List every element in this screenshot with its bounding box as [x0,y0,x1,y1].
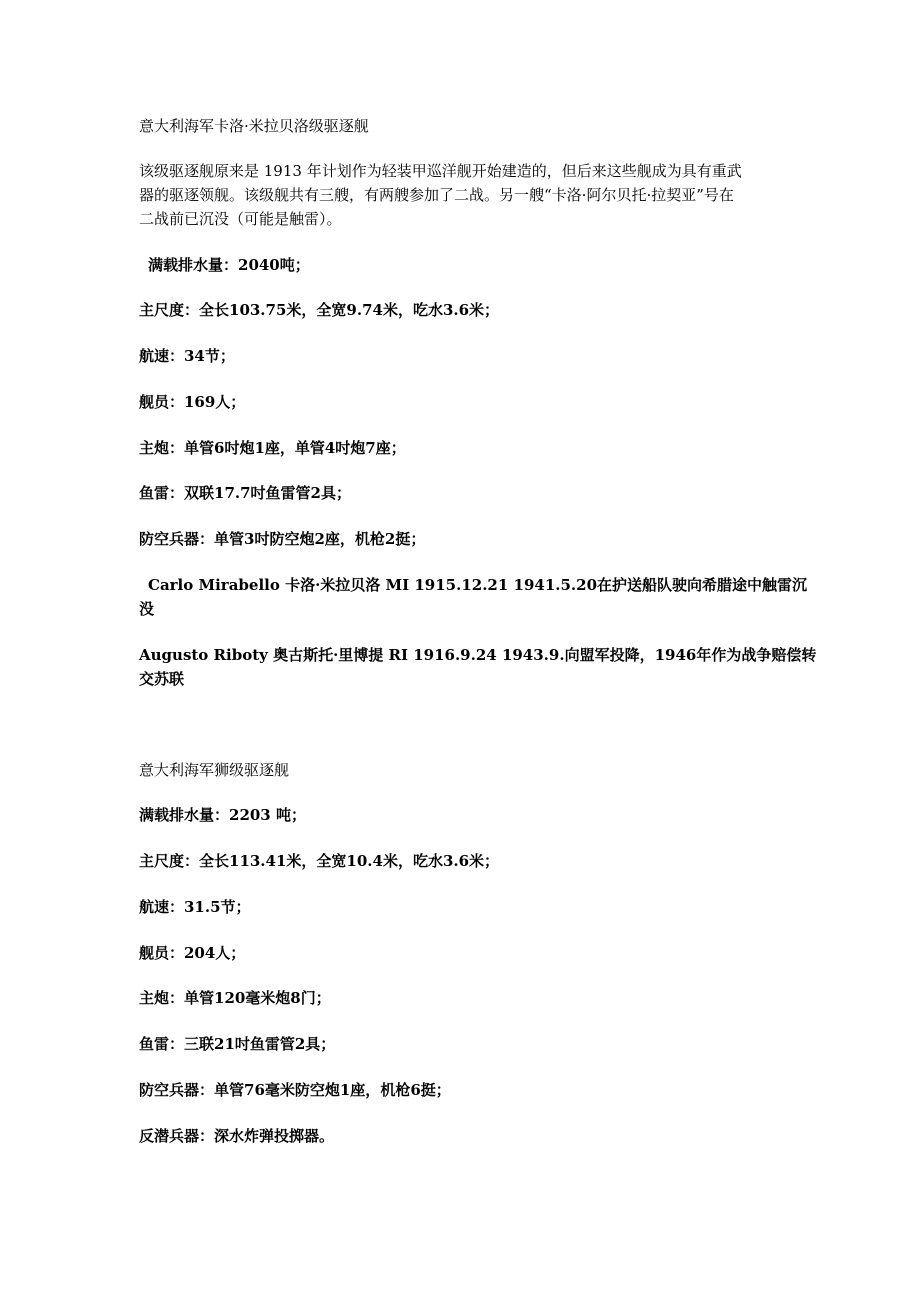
section2-asw-weapons: 反潜兵器：深水炸弹投掷器。 [139,1127,335,1145]
section1-speed: 航速：34节； [139,347,235,365]
section1-intro-line-3: 二战前已沉没（可能是触雷）。 [139,210,342,228]
section1-dimensions: 主尺度：全长103.75米，全宽9.74米，吃水3.6米； [139,301,500,319]
section2-dimensions: 主尺度：全长113.41米，全宽10.4米，吃水3.6米； [139,852,500,870]
section2-aa-weapons: 防空兵器：单管76毫米防空炮1座，机枪6挺； [139,1081,451,1099]
section2-crew: 舰员：204人； [139,944,246,962]
section1-torpedoes: 鱼雷：双联17.7吋鱼雷管2具； [139,484,351,502]
section2-main-guns: 主炮：单管120毫米炮8门； [139,989,331,1007]
section1-crew: 舰员：169人； [139,393,246,411]
section2-displacement: 满载排水量：2203 吨； [139,806,306,824]
ship-entry-line-1: Carlo Mirabello 卡洛·米拉贝洛 MI 1915.12.21 1941.5.20在护送船队驶向希腊途中触雷沉 [148,576,808,594]
ship-entry-line-2: 没 [139,600,155,618]
section1-main-guns: 主炮：单管6吋炮1座，单管4吋炮7座； [139,439,406,457]
section1-intro-line-1: 该级驱逐舰原来是 1913 年计划作为轻装甲巡洋舰开始建造的，但后来这些舰成为具有重武 [139,162,742,180]
section2-speed: 航速：31.5节； [139,898,251,916]
ship-entry-line-2: 交苏联 [139,670,185,688]
section1-displacement: 满载排水量：2040吨； [148,256,310,274]
section1-title: 意大利海军卡洛·米拉贝洛级驱逐舰 [139,117,369,135]
section1-aa-weapons: 防空兵器：单管3吋防空炮2座，机枪2挺； [139,530,426,548]
ship-entry-line-1: Augusto Riboty 奥古斯托·里博提 RI 1916.9.24 1943.9.向盟军投降，1946年作为战争赔偿转 [139,646,817,664]
section2-title: 意大利海军狮级驱逐舰 [139,761,290,779]
section2-torpedoes: 鱼雷：三联21吋鱼雷管2具； [139,1035,336,1053]
section1-intro-line-2: 器的驱逐领舰。该级舰共有三艘，有两艘参加了二战。另一艘“卡洛·阿尔贝托·拉契亚”号在 [139,186,734,204]
